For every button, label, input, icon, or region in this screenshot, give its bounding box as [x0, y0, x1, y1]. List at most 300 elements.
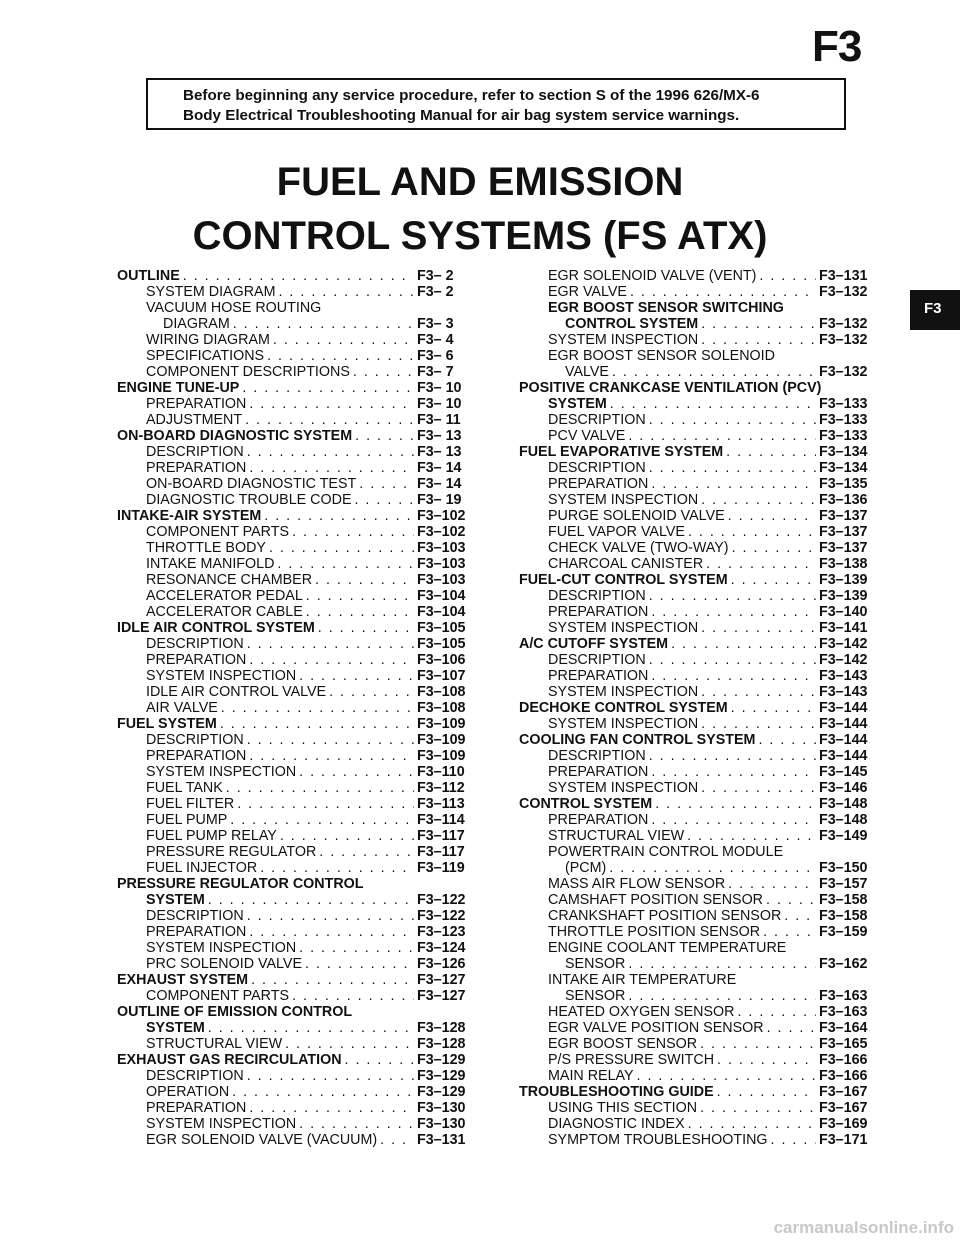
- toc-entry-page: F3–130: [417, 1100, 466, 1116]
- toc-leader-dots: [345, 1052, 414, 1068]
- toc-leader-dots: [784, 908, 816, 924]
- toc-entry-page: F3–163: [819, 1004, 868, 1020]
- toc-entry-page: F3–127: [417, 988, 466, 1004]
- toc-entry[interactable]: [117, 972, 467, 988]
- toc-entry-title: FUEL PUMP RELAY: [146, 828, 277, 844]
- toc-leader-dots: [299, 668, 414, 684]
- toc-entry[interactable]: [519, 908, 869, 924]
- toc-entry[interactable]: [519, 780, 869, 796]
- toc-entry[interactable]: [519, 1100, 869, 1116]
- toc-leader-dots: [701, 620, 816, 636]
- toc-entry-page: F3–117: [417, 828, 465, 844]
- toc-leader-dots: [700, 1100, 816, 1116]
- toc-entry-title: SPECIFICATIONS: [146, 348, 265, 364]
- toc-entry-page: F3–146: [819, 780, 868, 796]
- toc-entry-title: SYSTEM DIAGRAM: [146, 284, 276, 300]
- toc-entry[interactable]: [117, 908, 467, 924]
- toc-entry[interactable]: [519, 1084, 869, 1100]
- toc-leader-dots: [249, 652, 414, 668]
- toc-entry-page: F3–157: [819, 876, 868, 892]
- warning-line-2: Body Electrical Troubleshooting Manual for air bag system service warnings.: [183, 107, 740, 124]
- toc-leader-dots: [267, 348, 414, 364]
- toc-entry-page: F3–142: [819, 652, 868, 668]
- toc-entry-title: PREPARATION: [548, 764, 649, 780]
- toc-leader-dots: [732, 540, 816, 556]
- toc-entry-title: COMPONENT PARTS: [146, 524, 289, 540]
- toc-leader-dots: [242, 380, 414, 396]
- toc-entry-page: F3–167: [819, 1084, 868, 1100]
- toc-entry-page: F3– 4: [417, 332, 454, 348]
- toc-entry[interactable]: [519, 364, 869, 380]
- toc-entry-page: F3–148: [819, 796, 868, 812]
- toc-entry-page: F3–142: [819, 636, 868, 652]
- toc-entry[interactable]: [519, 652, 869, 668]
- toc-entry[interactable]: [117, 556, 467, 572]
- toc-entry-page: F3–171: [819, 1132, 868, 1148]
- toc-entry[interactable]: [519, 620, 869, 636]
- toc-entry-title: INTAKE-AIR SYSTEM: [117, 508, 262, 524]
- toc-entry-page: F3–104: [417, 604, 466, 620]
- toc-entry-page: F3–109: [417, 748, 466, 764]
- toc-leader-dots: [628, 956, 816, 972]
- toc-entry[interactable]: [519, 636, 869, 652]
- toc-entry-page: F3–135: [819, 476, 868, 492]
- toc-leader-dots: [380, 1132, 414, 1148]
- toc-entry[interactable]: [117, 780, 467, 796]
- toc-entry-page: F3–158: [819, 892, 868, 908]
- toc-entry[interactable]: [117, 956, 467, 972]
- toc-entry-title: CHECK VALVE (TWO-WAY): [548, 540, 729, 556]
- toc-leader-dots: [612, 364, 816, 380]
- toc-entry[interactable]: [117, 1004, 467, 1020]
- toc-entry[interactable]: [519, 940, 869, 956]
- toc-entry[interactable]: [117, 988, 467, 1004]
- toc-entry[interactable]: [117, 748, 467, 764]
- toc-entry-page: F3–126: [417, 956, 466, 972]
- toc-entry[interactable]: [519, 1036, 869, 1052]
- toc-entry-title: STRUCTURAL VIEW: [548, 828, 685, 844]
- toc-entry[interactable]: [117, 364, 467, 380]
- toc-entry[interactable]: [519, 684, 869, 700]
- toc-entry-page: F3–114: [417, 812, 465, 828]
- toc-entry[interactable]: [117, 428, 467, 444]
- toc-leader-dots: [221, 700, 414, 716]
- toc-leader-dots: [758, 732, 816, 748]
- toc-entry-title: FUEL TANK: [146, 780, 223, 796]
- toc-entry[interactable]: [117, 1116, 467, 1132]
- toc-entry[interactable]: [117, 412, 467, 428]
- toc-entry[interactable]: [117, 1084, 467, 1100]
- toc-entry[interactable]: [519, 828, 869, 844]
- toc-leader-dots: [731, 572, 816, 588]
- toc-entry-page: F3– 2: [417, 284, 454, 300]
- toc-entry-title: FUEL-CUT CONTROL SYSTEM: [519, 572, 728, 588]
- toc-entry[interactable]: [519, 284, 869, 300]
- toc-entry-page: F3– 14: [417, 476, 462, 492]
- toc-entry[interactable]: [117, 300, 467, 316]
- toc-leader-dots: [687, 828, 816, 844]
- toc-leader-dots: [264, 508, 414, 524]
- toc-entry[interactable]: [117, 892, 467, 908]
- toc-entry[interactable]: [519, 812, 869, 828]
- toc-entry-title: PREPARATION: [146, 1100, 247, 1116]
- toc-entry-title: DESCRIPTION: [146, 908, 244, 924]
- toc-entry[interactable]: [117, 396, 467, 412]
- toc-entry-title: CONTROL SYSTEM: [565, 316, 699, 332]
- toc-entry[interactable]: [117, 1020, 467, 1036]
- toc-entry[interactable]: [117, 284, 467, 300]
- toc-entry[interactable]: [117, 508, 467, 524]
- toc-entry-page: F3–159: [819, 924, 868, 940]
- toc-entry[interactable]: [519, 972, 869, 988]
- toc-entry-page: F3–137: [819, 540, 868, 556]
- toc-leader-dots: [318, 620, 414, 636]
- toc-entry[interactable]: [519, 668, 869, 684]
- toc-entry-title: EGR VALVE: [548, 284, 627, 300]
- toc-entry[interactable]: [519, 716, 869, 732]
- toc-entry[interactable]: [117, 940, 467, 956]
- toc-entry-title: COMPONENT PARTS: [146, 988, 289, 1004]
- toc-entry[interactable]: [519, 268, 869, 284]
- toc-entry-title: ADJUSTMENT: [146, 412, 243, 428]
- toc-entry-title: DIAGRAM: [163, 316, 230, 332]
- toc-entry[interactable]: [519, 876, 869, 892]
- toc-entry-page: F3–167: [819, 1100, 868, 1116]
- toc-entry-title: SYSTEM INSPECTION: [146, 668, 297, 684]
- toc-entry[interactable]: [519, 892, 869, 908]
- toc-entry[interactable]: [519, 556, 869, 572]
- toc-entry-title: DESCRIPTION: [146, 1068, 244, 1084]
- toc-leader-dots: [249, 748, 414, 764]
- toc-entry-page: F3–139: [819, 588, 868, 604]
- toc-entry[interactable]: [519, 1052, 869, 1068]
- toc-entry-page: F3–132: [819, 316, 868, 332]
- toc-entry-title: CHARCOAL CANISTER: [548, 556, 704, 572]
- toc-entry-page: F3–123: [417, 924, 466, 940]
- toc-leader-dots: [226, 780, 414, 796]
- toc-entry-title: DESCRIPTION: [146, 636, 244, 652]
- toc-entry-page: F3–134: [819, 444, 868, 460]
- toc-leader-dots: [701, 316, 816, 332]
- toc-leader-dots: [701, 716, 816, 732]
- toc-entry[interactable]: [117, 348, 467, 364]
- toc-entry-page: F3– 13: [417, 444, 462, 460]
- toc-entry[interactable]: [117, 1036, 467, 1052]
- toc-right-column: [519, 268, 869, 1148]
- toc-entry[interactable]: [117, 604, 467, 620]
- toc-entry-title: EXHAUST GAS RECIRCULATION: [117, 1052, 342, 1068]
- toc-entry[interactable]: [519, 316, 869, 332]
- toc-entry-page: F3–108: [417, 684, 466, 700]
- toc-entry-page: F3–163: [819, 988, 868, 1004]
- toc-entry[interactable]: [117, 812, 467, 828]
- toc-entry[interactable]: [117, 684, 467, 700]
- toc-entry[interactable]: [519, 348, 869, 364]
- toc-entry[interactable]: [117, 668, 467, 684]
- toc-entry-page: F3–158: [819, 908, 868, 924]
- toc-leader-dots: [701, 780, 816, 796]
- toc-leader-dots: [183, 268, 414, 284]
- toc-entry-title: SENSOR: [565, 956, 626, 972]
- toc-entry[interactable]: [519, 412, 869, 428]
- toc-entry[interactable]: [519, 700, 869, 716]
- toc-leader-dots: [315, 572, 414, 588]
- toc-entry[interactable]: [117, 828, 467, 844]
- toc-entry[interactable]: [117, 620, 467, 636]
- toc-entry[interactable]: [117, 796, 467, 812]
- toc-entry[interactable]: [117, 572, 467, 588]
- toc-entry-title: IDLE AIR CONTROL SYSTEM: [117, 620, 315, 636]
- toc-entry-title: FUEL SYSTEM: [117, 716, 217, 732]
- toc-entry[interactable]: [519, 956, 869, 972]
- toc-entry[interactable]: [519, 460, 869, 476]
- toc-entry[interactable]: [117, 924, 467, 940]
- toc-entry[interactable]: [519, 604, 869, 620]
- toc-entry-page: F3–106: [417, 652, 466, 668]
- toc-entry-title: DESCRIPTION: [146, 444, 244, 460]
- toc-entry[interactable]: [117, 636, 467, 652]
- toc-entry-title: FUEL EVAPORATIVE SYSTEM: [519, 444, 724, 460]
- toc-entry[interactable]: [519, 748, 869, 764]
- toc-entry[interactable]: [519, 540, 869, 556]
- toc-leader-dots: [649, 652, 816, 668]
- toc-entry-page: F3–162: [819, 956, 868, 972]
- toc-entry-title: PRESSURE REGULATOR CONTROL: [117, 876, 364, 892]
- toc-entry-title: EXHAUST SYSTEM: [117, 972, 249, 988]
- toc-leader-dots: [292, 988, 414, 1004]
- toc-entry-title: EGR BOOST SENSOR SOLENOID: [548, 348, 775, 364]
- toc-entry[interactable]: [519, 492, 869, 508]
- toc-entry[interactable]: [117, 460, 467, 476]
- toc-entry-page: F3–124: [417, 940, 466, 956]
- toc-entry[interactable]: [117, 444, 467, 460]
- toc-entry-page: F3–141: [819, 620, 868, 636]
- toc-entry[interactable]: [519, 396, 869, 412]
- toc-entry[interactable]: [519, 1068, 869, 1084]
- toc-entry[interactable]: [519, 380, 869, 396]
- toc-leader-dots: [717, 1052, 816, 1068]
- toc-entry-page: F3–122: [417, 892, 466, 908]
- toc-entry-title: DIAGNOSTIC TROUBLE CODE: [146, 492, 352, 508]
- toc-entry-title: CONTROL SYSTEM: [519, 796, 653, 812]
- toc-entry[interactable]: [117, 732, 467, 748]
- toc-entry-page: F3– 7: [417, 364, 454, 380]
- toc-entry-title: ON-BOARD DIAGNOSTIC SYSTEM: [117, 428, 353, 444]
- toc-entry-title: DESCRIPTION: [548, 588, 646, 604]
- toc-entry-page: F3–102: [417, 508, 466, 524]
- toc-entry-page: F3–144: [819, 732, 868, 748]
- toc-entry-page: F3–103: [417, 540, 466, 556]
- toc-entry-page: F3–129: [417, 1084, 466, 1100]
- toc-entry-title: POWERTRAIN CONTROL MODULE: [548, 844, 784, 860]
- toc-entry[interactable]: [117, 844, 467, 860]
- toc-entry-title: MASS AIR FLOW SENSOR: [548, 876, 726, 892]
- toc-entry-title: FUEL FILTER: [146, 796, 235, 812]
- toc-entry-page: F3–129: [417, 1068, 466, 1084]
- toc-leader-dots: [731, 700, 816, 716]
- toc-entry[interactable]: [117, 540, 467, 556]
- toc-entry-title: SYSTEM: [548, 396, 607, 412]
- toc-leader-dots: [277, 556, 414, 572]
- toc-entry[interactable]: [519, 796, 869, 812]
- toc-entry[interactable]: [117, 876, 467, 892]
- toc-leader-dots: [630, 284, 816, 300]
- toc-entry-title: DESCRIPTION: [548, 412, 646, 428]
- toc-entry[interactable]: [519, 572, 869, 588]
- toc-entry-title: INTAKE AIR TEMPERATURE: [548, 972, 737, 988]
- toc-leader-dots: [706, 556, 816, 572]
- toc-entry[interactable]: [117, 652, 467, 668]
- toc-entry-title: HEATED OXYGEN SENSOR: [548, 1004, 735, 1020]
- toc-leader-dots: [726, 444, 816, 460]
- toc-entry-title: MAIN RELAY: [548, 1068, 634, 1084]
- toc-entry[interactable]: [519, 300, 869, 316]
- toc-entry-title: PREPARATION: [548, 604, 649, 620]
- toc-entry-title: COOLING FAN CONTROL SYSTEM: [519, 732, 756, 748]
- toc-entry[interactable]: [117, 492, 467, 508]
- toc-entry-page: F3–137: [819, 524, 868, 540]
- air-bag-warning-box: [146, 78, 846, 130]
- toc-entry[interactable]: [117, 476, 467, 492]
- toc-leader-dots: [247, 1068, 414, 1084]
- toc-entry-title: EGR SOLENOID VALVE (VENT): [548, 268, 757, 284]
- toc-entry-title: SYSTEM INSPECTION: [548, 684, 699, 700]
- toc-entry-title: IDLE AIR CONTROL VALVE: [146, 684, 327, 700]
- toc-entry-title: STRUCTURAL VIEW: [146, 1036, 283, 1052]
- toc-entry[interactable]: [519, 1116, 869, 1132]
- toc-entry-title: DIAGNOSTIC INDEX: [548, 1116, 685, 1132]
- toc-entry[interactable]: [519, 732, 869, 748]
- toc-entry-title: INTAKE MANIFOLD: [146, 556, 275, 572]
- toc-entry-page: F3–139: [819, 572, 868, 588]
- toc-entry[interactable]: [117, 1068, 467, 1084]
- toc-entry[interactable]: [117, 380, 467, 396]
- toc-entry[interactable]: [117, 1132, 467, 1148]
- toc-leader-dots: [230, 812, 414, 828]
- toc-entry-title: DESCRIPTION: [548, 460, 646, 476]
- toc-leader-dots: [649, 588, 816, 604]
- toc-leader-dots: [245, 412, 414, 428]
- toc-entry[interactable]: [117, 316, 467, 332]
- page-title-line-2: CONTROL SYSTEMS (FS ATX): [192, 214, 768, 258]
- toc-leader-dots: [306, 588, 414, 604]
- toc-entry-page: F3– 11: [417, 412, 461, 428]
- toc-entry[interactable]: [519, 444, 869, 460]
- toc-entry[interactable]: [519, 924, 869, 940]
- toc-entry-page: F3–143: [819, 668, 868, 684]
- toc-entry-title: PREPARATION: [146, 652, 247, 668]
- toc-entry[interactable]: [117, 764, 467, 780]
- toc-entry[interactable]: [117, 524, 467, 540]
- toc-leader-dots: [651, 764, 816, 780]
- toc-entry-page: F3– 19: [417, 492, 462, 508]
- section-tab[interactable]: [910, 290, 960, 330]
- toc-leader-dots: [249, 924, 414, 940]
- toc-entry[interactable]: [519, 764, 869, 780]
- toc-entry-title: RESONANCE CHAMBER: [146, 572, 313, 588]
- toc-entry[interactable]: [519, 476, 869, 492]
- toc-entry-title: PREPARATION: [548, 812, 649, 828]
- toc-entry-page: F3–138: [819, 556, 868, 572]
- toc-entry[interactable]: [117, 588, 467, 604]
- toc-entry-page: F3– 10: [417, 380, 462, 396]
- toc-entry-title: P/S PRESSURE SWITCH: [548, 1052, 715, 1068]
- toc-entry-title: EGR SOLENOID VALVE (VACUUM): [146, 1132, 378, 1148]
- toc-leader-dots: [763, 924, 816, 940]
- toc-entry-title: EGR VALVE POSITION SENSOR: [548, 1020, 764, 1036]
- toc-entry[interactable]: [117, 332, 467, 348]
- toc-entry[interactable]: [519, 332, 869, 348]
- toc-entry[interactable]: [117, 700, 467, 716]
- toc-leader-dots: [292, 524, 414, 540]
- toc-leader-dots: [355, 428, 414, 444]
- toc-entry-title: VACUUM HOSE ROUTING: [146, 300, 322, 316]
- toc-entry[interactable]: [117, 860, 467, 876]
- toc-entry-title: VALVE: [565, 364, 609, 380]
- toc-entry-page: F3–117: [417, 844, 465, 860]
- toc-entry-title: THROTTLE BODY: [146, 540, 266, 556]
- toc-entry[interactable]: [519, 1004, 869, 1020]
- toc-entry-page: F3–165: [819, 1036, 868, 1052]
- toc-entry[interactable]: [519, 588, 869, 604]
- toc-entry[interactable]: [519, 1020, 869, 1036]
- toc-entry[interactable]: [519, 428, 869, 444]
- toc-leader-dots: [247, 636, 414, 652]
- toc-leader-dots: [208, 892, 414, 908]
- toc-entry-title: PURGE SOLENOID VALVE: [548, 508, 725, 524]
- toc-entry[interactable]: [519, 860, 869, 876]
- toc-leader-dots: [651, 604, 816, 620]
- toc-leader-dots: [299, 764, 414, 780]
- toc-entry[interactable]: [519, 988, 869, 1004]
- toc-entry[interactable]: [519, 1132, 869, 1148]
- toc-entry-title: SYSTEM INSPECTION: [548, 492, 699, 508]
- toc-entry[interactable]: [117, 1100, 467, 1116]
- toc-entry-page: F3–131: [819, 268, 868, 284]
- toc-entry-title: DESCRIPTION: [548, 748, 646, 764]
- toc-leader-dots: [251, 972, 414, 988]
- toc-entry[interactable]: [117, 268, 467, 284]
- toc-entry[interactable]: [117, 1052, 467, 1068]
- toc-entry-page: F3–112: [417, 780, 465, 796]
- toc-entry[interactable]: [519, 524, 869, 540]
- toc-entry[interactable]: [519, 844, 869, 860]
- toc-entry-page: F3– 3: [417, 316, 454, 332]
- toc-entry-page: F3–127: [417, 972, 466, 988]
- toc-entry-page: F3–136: [819, 492, 868, 508]
- toc-entry-page: F3–105: [417, 636, 466, 652]
- toc-entry-title: ACCELERATOR PEDAL: [146, 588, 303, 604]
- toc-entry[interactable]: [519, 508, 869, 524]
- toc-entry-page: F3–166: [819, 1052, 868, 1068]
- toc-leader-dots: [299, 1116, 414, 1132]
- toc-leader-dots: [319, 844, 414, 860]
- toc-entry-title: SYSTEM: [146, 1020, 205, 1036]
- toc-entry-title: PREPARATION: [146, 748, 247, 764]
- toc-entry-title: CAMSHAFT POSITION SENSOR: [548, 892, 764, 908]
- toc-leader-dots: [700, 1036, 816, 1052]
- toc-entry-page: F3–109: [417, 732, 466, 748]
- toc-leader-dots: [285, 1036, 414, 1052]
- toc-left-column: [117, 268, 467, 1148]
- toc-entry[interactable]: [117, 716, 467, 732]
- toc-leader-dots: [649, 412, 816, 428]
- toc-entry-page: F3– 2: [417, 268, 454, 284]
- toc-leader-dots: [249, 1100, 414, 1116]
- toc-entry-title: DECHOKE CONTROL SYSTEM: [519, 700, 728, 716]
- toc-leader-dots: [329, 684, 414, 700]
- toc-leader-dots: [651, 476, 816, 492]
